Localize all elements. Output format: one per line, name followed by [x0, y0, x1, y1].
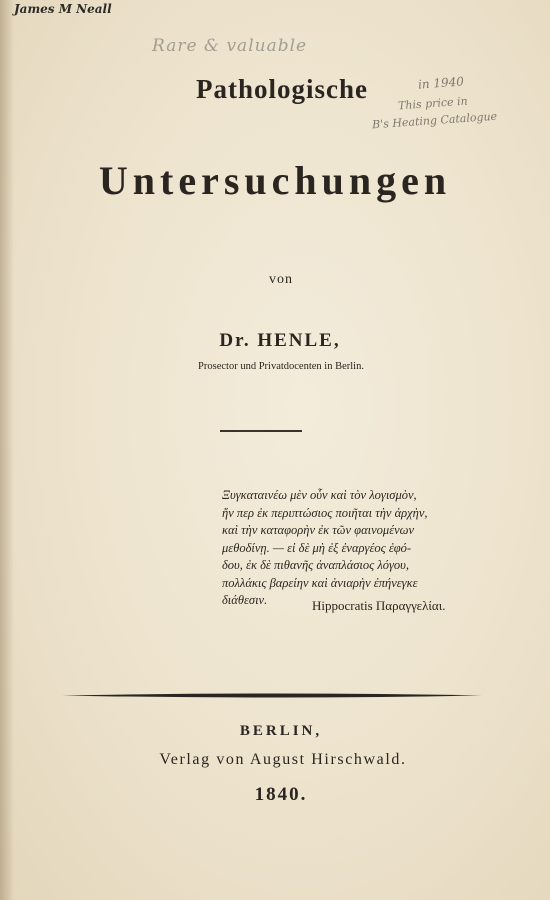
- epigraph-line: διάθεσιν.: [222, 593, 268, 607]
- author-description: Prosector und Privatdocenten in Berlin.: [198, 361, 364, 372]
- epigraph-line: δου, ἐκ δὲ πιθανῆς ἀναπλάσιος λόγου,: [222, 558, 410, 572]
- short-divider: [220, 430, 302, 432]
- long-divider: [62, 693, 482, 698]
- imprint-publisher: Verlag von August Hirschwald.: [159, 751, 407, 768]
- pencil-note: B's Heating Catalogue: [371, 109, 498, 132]
- epigraph-line: ἤν περ ἐκ περιπτώσιος ποιῆται τὴν ἀρχὴν,: [222, 505, 428, 520]
- title-line-1: Pathologische: [196, 74, 368, 104]
- imprint-place: BERLIN,: [239, 723, 323, 739]
- title-line-2: Untersuchungen: [98, 158, 452, 203]
- owner-signature: James M Neall: [14, 2, 112, 16]
- epigraph-line: Ξυγκαταινέω μὲν οὖν καὶ τὸν λογισμὸν,: [222, 488, 417, 502]
- epigraph-line: πολλάκις βαρείην καὶ ἀνιαρὴν ἐπήνεγκε: [222, 575, 418, 590]
- pencil-note: Rare & valuable: [152, 36, 308, 56]
- imprint-year: 1840.: [254, 784, 308, 805]
- pencil-note: This price in: [397, 94, 469, 113]
- byline-von: von: [269, 272, 293, 287]
- epigraph: [222, 487, 472, 610]
- pencil-note: in 1940: [417, 74, 465, 92]
- author-name: Dr. HENLE,: [219, 330, 341, 351]
- epigraph-source: Hippocratis Παραγγελίαι.: [312, 598, 446, 613]
- epigraph-line: μεθοδίνῃ. — εἰ δὲ μὴ ἐξ ἐναργέος ἐφό-: [222, 540, 412, 555]
- epigraph-line: καὶ τὴν καταφορὴν ἐκ τῶν φαινομένων: [222, 523, 415, 537]
